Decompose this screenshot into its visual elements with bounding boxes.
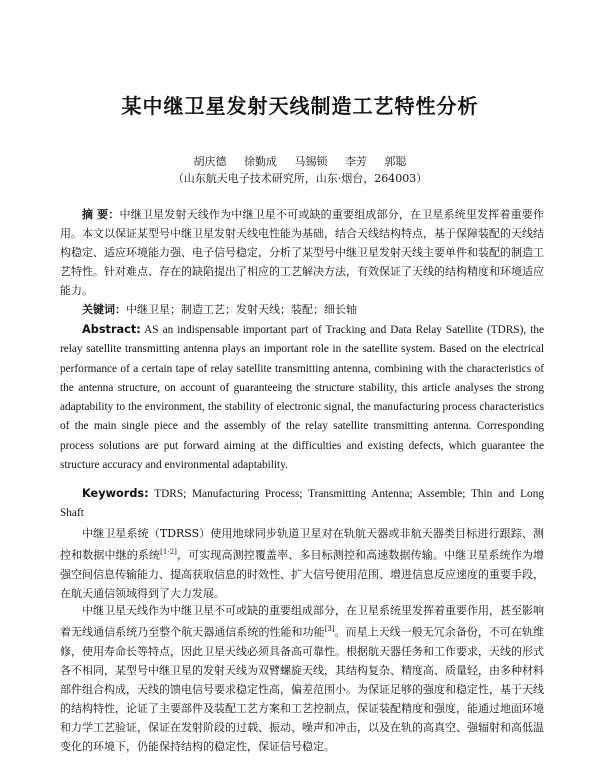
author-list: 胡庆德 徐勤成 马锡锁 李芳 郭聪 <box>193 155 407 168</box>
paper-title: 某中继卫星发射天线制造工艺特性分析 <box>121 94 479 118</box>
abstract-en-label: Abstract: <box>82 323 141 336</box>
paragraph-text: 中继卫星天线作为中继卫星不可或缺的重要组成部分，在卫星系统里发挥着重要作用，甚至影响着无线通信系统乃至整个航天器通信系统的性能和功能 <box>60 604 544 639</box>
keywords-en-text: TDRS; Manufacturing Process; Transmitting Antenna; Assemble; Thin and Long Shaft <box>60 488 544 519</box>
keywords-en-label: Keywords: <box>82 487 149 500</box>
body-paragraph-2 <box>60 601 544 756</box>
paragraph-text: 中继卫星系统（TDRSS）使用地球同步轨道卫星对在轨航天器或非航天器类目标进行跟踪、测控和数据中继的系统 <box>60 527 544 562</box>
paragraph-text: 。而星上天线一般无冗余备份，不可在轨维修，使用寿命长等特点，因此卫星天线必须具备高可靠性。根据航天器任务和工作要求，天线的形式各不相同，某型号中继卫星的发射天线为双臂螺旋天线，其结构复杂、精度高、质量轻，由多种材料部件组合构成，天线的馈电信号要求稳定性高，偏差范围小。为保证足够的强度和稳定性，基于天线的结构特性，论证了主要部件及装配工艺方案和工艺控制点，保证装配精度和强度，能通过地面环境和力学工艺验证，保证在发射阶段的过载、振动、噪声和冲击，以及在轨的高真空、强辐射和高低温变化的环境下，仍能保持结构的稳定性，保证信号稳定。 <box>60 625 545 753</box>
citation-ref: [3] <box>324 625 335 633</box>
keywords-label: 关键词： <box>82 303 126 316</box>
citation-ref: [1-2] <box>160 548 177 556</box>
keywords-english <box>60 484 544 523</box>
abstract-chinese <box>60 205 544 300</box>
paragraph-text: ，可实现高测控覆盖率、多目标测控和高速数据传输。中继卫星系统作为增强空间信息传输能力、提高获取信息的时效性、扩大信号使用范围、增进信息反应速度的重要手段，在航天通信领域得到了大力发展。 <box>60 548 545 600</box>
body-paragraph-1 <box>60 524 544 603</box>
abstract-en-text: AS an indispensable important part of Tracking and Data Relay Satellite (TDRS), the relay satellite transmitting antenna plays an important role in the satellite system. Based on the electrical performance of a certain tape of relay satellite transmitting antenna, combining with the characteristics of the antenna structure, on account of guaranteeing the structure stability, this article analyses the strong adaptability to the environment, the stability of electronic signal, the manufacturing process characteristics of the main single piece and the assembly of the relay satellite transmitting antenna. Corresponding process solutions are put forward aiming at the difficulties and existing defects, which guarantee the structure accuracy and environmental adaptability. <box>60 324 544 472</box>
abstract-label: 摘 要： <box>82 208 120 221</box>
affiliation: （山东航天电子技术研究所，山东·烟台，264003） <box>172 172 428 185</box>
keywords-text: 中继卫星；制造工艺；发射天线；装配；细长轴 <box>126 303 357 316</box>
abstract-text: 中继卫星发射天线作为中继卫星不可或缺的重要组成部分，在卫星系统里发挥着重要作用。本文以保证某型号中继卫星发射天线电性能为基础，结合天线结构特点，基于保障装配的天线结构稳定、适应环境能力强、电子信号稳定，分析了某型号中继卫星发射天线主要单件和装配的制造工艺特性。针对难点、存在的缺陷提出了相应的工艺解决方法，有效保证了天线的结构精度和环境适应能力。 <box>60 208 544 297</box>
abstract-english <box>60 320 544 475</box>
keywords-chinese <box>60 300 544 319</box>
